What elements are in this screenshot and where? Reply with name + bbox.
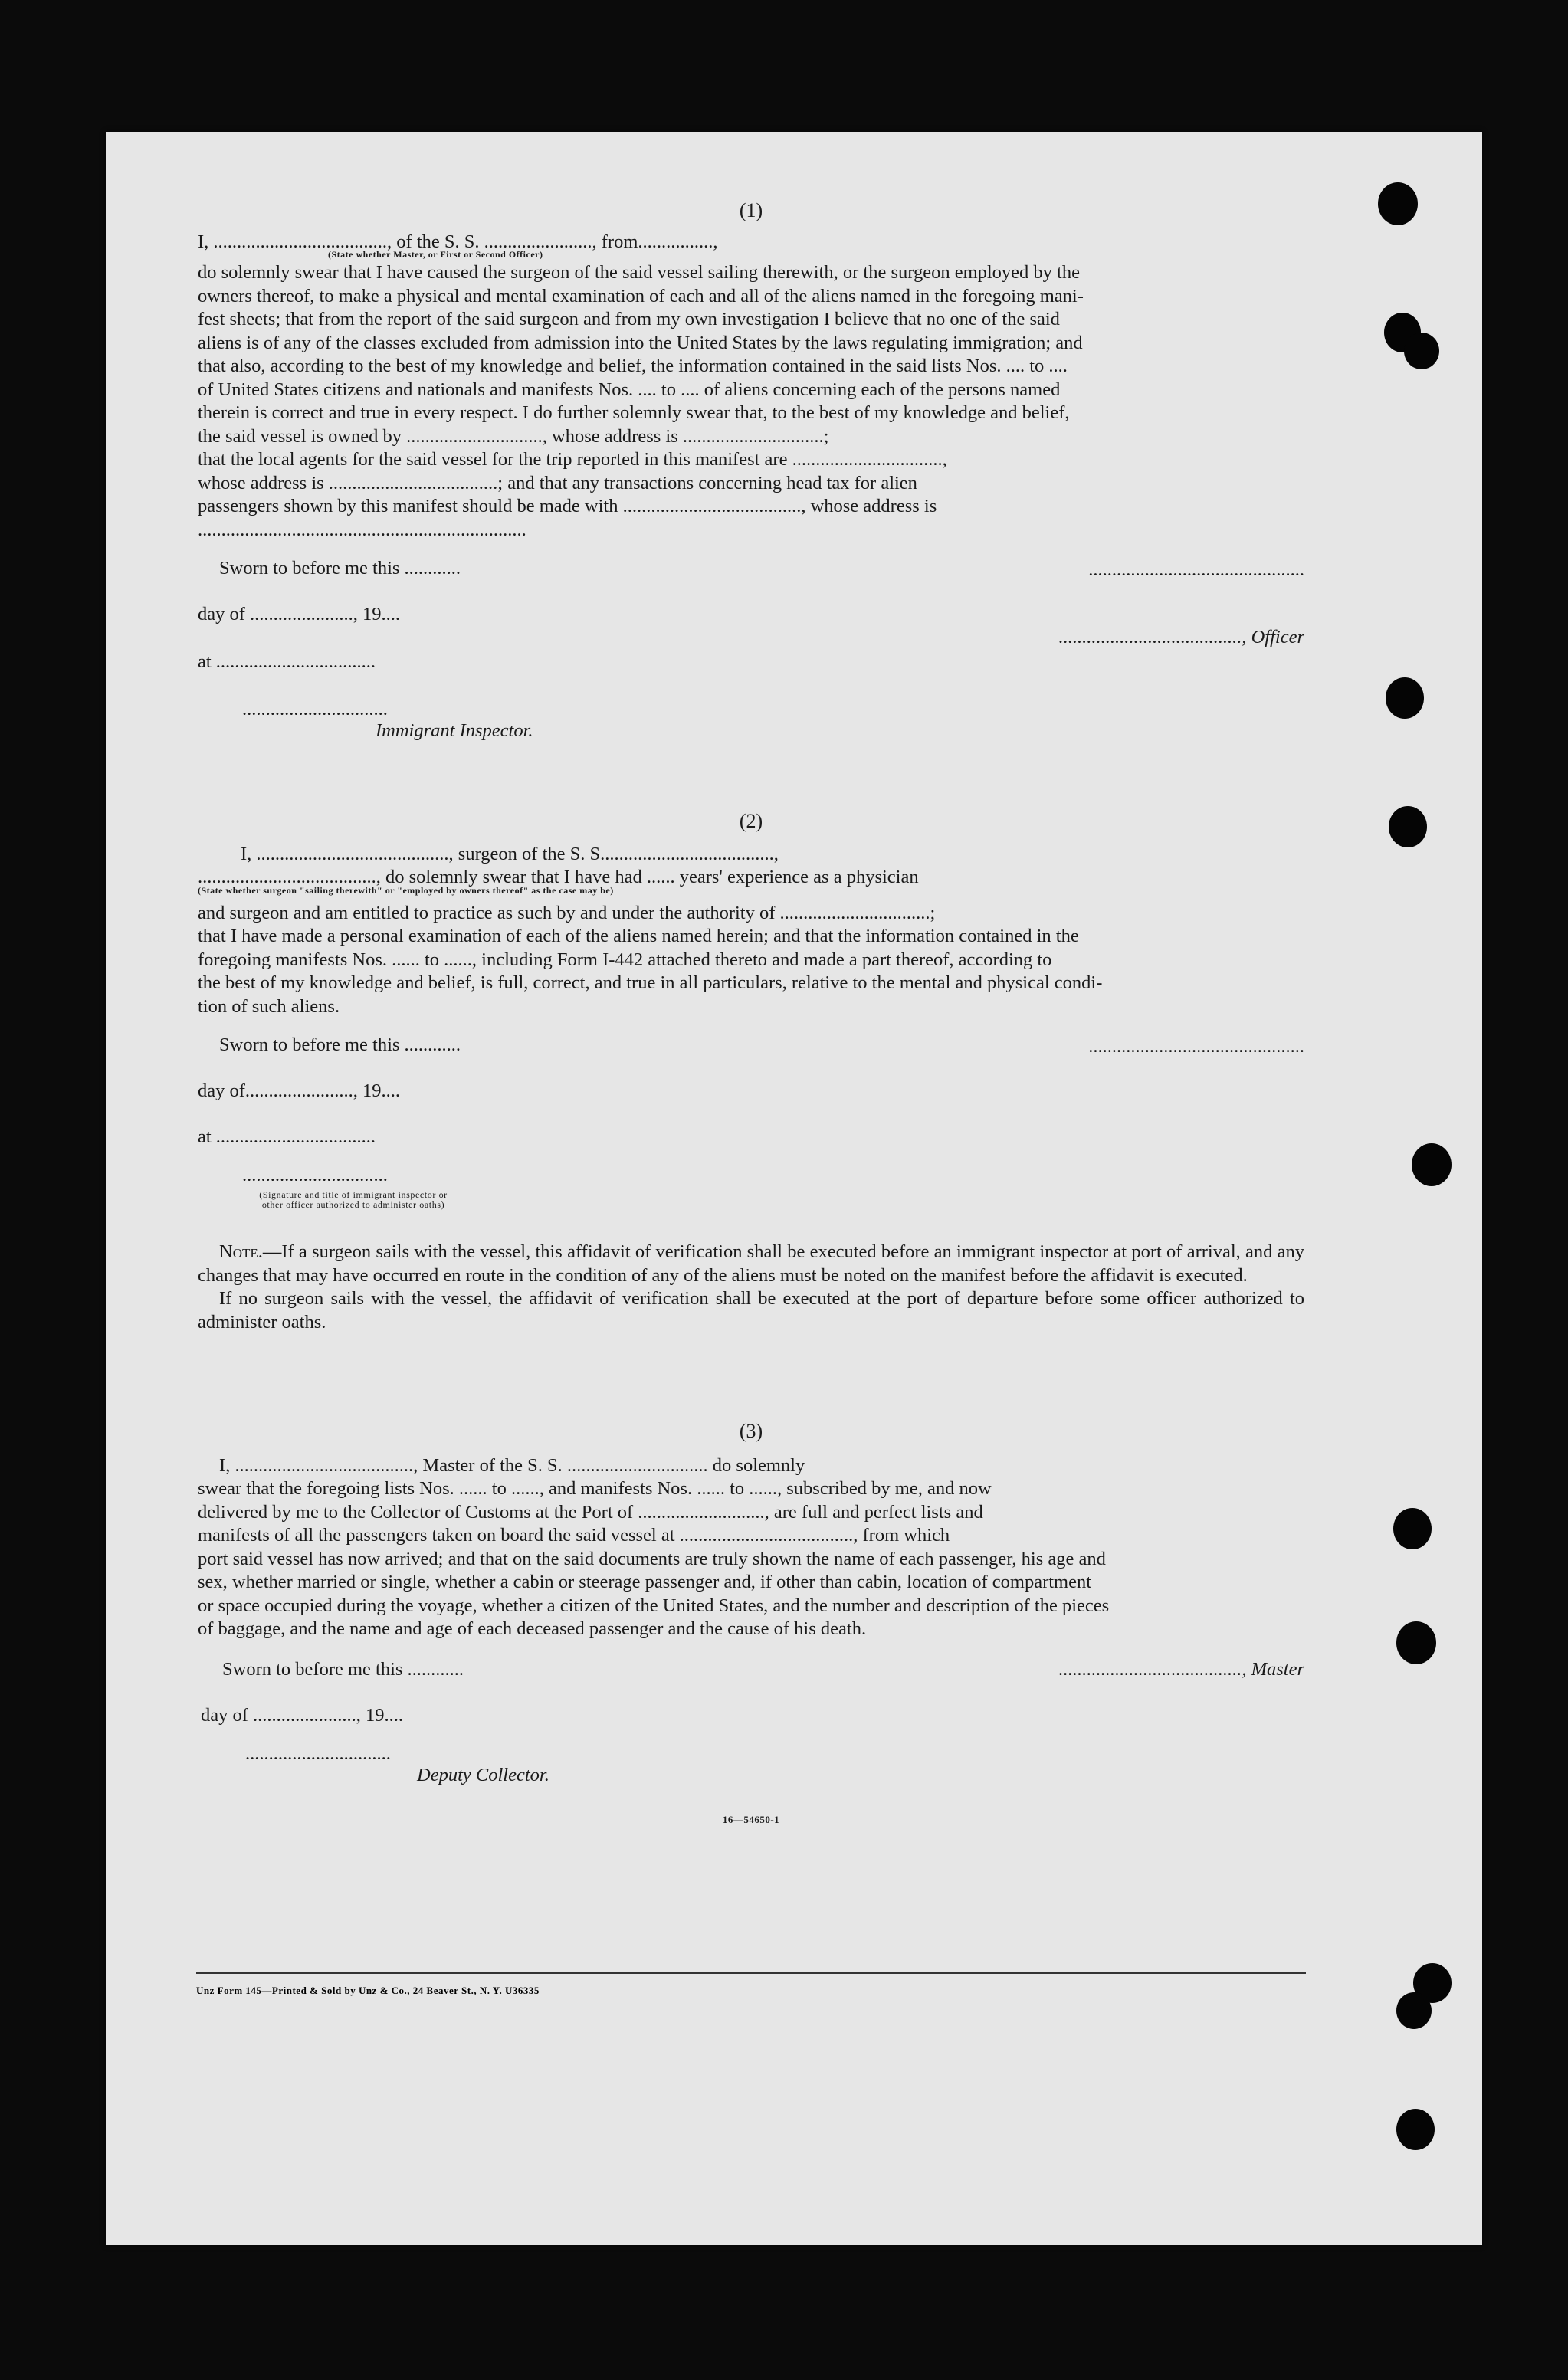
- collector-signature-line: ...............................: [245, 1742, 391, 1764]
- body-line: or space occupied during the voyage, whether a citizen of the United States, and the number and description of the pieces: [198, 1595, 1110, 1616]
- section-number: (3): [739, 1420, 763, 1442]
- footer-rule: [196, 1972, 1306, 1974]
- section-2-caption: (State whether surgeon "sailing therewith" or "employed by owners thereof" as the case may be): [198, 884, 614, 896]
- punch-hole: [1389, 806, 1427, 847]
- at-line: at ..................................: [198, 651, 376, 672]
- section-1-opening-line: I, ....................................., of the S. S. ......................., from................,: [198, 231, 718, 252]
- punch-hole: [1396, 1621, 1436, 1664]
- note-paragraph-2: If no surgeon sails with the vessel, the affidavit of verification shall be executed at the port of departure before some officer authorized to administer oaths.: [198, 1288, 1304, 1333]
- section-number: (1): [739, 199, 763, 221]
- day-line: day of......................., 19....: [198, 1080, 401, 1101]
- body-line: that the local agents for the said vessel for the trip reported in this manifest are ................................,: [198, 449, 947, 470]
- body-line: I, ......................................, Master of the S. S. .............................. do solemnly: [219, 1454, 805, 1476]
- signature-caption-line: other officer authorized to administer oaths): [261, 1199, 445, 1210]
- body-line: do solemnly swear that I have caused the surgeon of the said vessel sailing therewith, or the surgeon employed by the: [198, 262, 1080, 283]
- section-2-second-line: ......................................, do solemnly swear that I have had ...... years' experience as a physician: [198, 867, 919, 887]
- body-line: therein is correct and true in every respect. I do further solemnly swear that, to the best of my knowledge and belief,: [198, 402, 1070, 423]
- body-line: ......................................................................: [198, 519, 526, 540]
- section-2-opening-line: I, ........................................., surgeon of the S. S.....................................,: [241, 843, 779, 864]
- note-text: —If a surgeon sails with the vessel, this affidavit of verification shall be executed before an immigrant inspector at port of arrival, and any changes that may have occurred en route in the condition of any of the aliens must be noted on the manifest before the affidavit is executed.: [198, 1241, 1304, 1286]
- body-line: of baggage, and the name and age of each deceased passenger and the cause of his death.: [198, 1618, 867, 1639]
- section-2: [198, 810, 1304, 1334]
- body-line: of United States citizens and nationals and manifests Nos. .... to .... of aliens concerning each of the persons named: [198, 379, 1061, 400]
- body-line: whose address is ....................................; and that any transactions concerning head tax for alien: [198, 472, 917, 493]
- body-line: that also, according to the best of my knowledge and belief, the information contained in the said lists Nos. .... to ....: [198, 356, 1068, 376]
- body-line: and surgeon and am entitled to practice as such by and under the authority of ................................;: [198, 902, 936, 923]
- at-line: at ..................................: [198, 1126, 376, 1147]
- body-line: sex, whether married or single, whether a cabin or steerage passenger and, if other than cabin, location of compartment: [198, 1572, 1092, 1592]
- body-line: the best of my knowledge and belief, is full, correct, and true in all particulars, relative to the mental and physical condi-: [198, 972, 1103, 993]
- form-page: [106, 132, 1482, 2245]
- form-number: 16—54650-1: [722, 1813, 780, 1825]
- section-1-body: [198, 261, 1304, 542]
- sworn-line: Sworn to before me this ............: [219, 1034, 461, 1055]
- day-line: day of ......................, 19....: [201, 1704, 404, 1726]
- sworn-line: Sworn to before me this ............: [219, 558, 461, 579]
- signature-caption: [242, 1190, 464, 1210]
- section-1-signatures: [198, 557, 1304, 787]
- punch-hole: [1396, 2109, 1435, 2150]
- punch-hole: [1378, 182, 1418, 225]
- inspector-signature-line: ...............................: [242, 1165, 388, 1185]
- section-3-signatures: [198, 1658, 1304, 1804]
- body-line: owners thereof, to make a physical and mental examination of each and all of the aliens named in the foregoing mani-: [198, 285, 1084, 307]
- body-line: passengers shown by this manifest should be made with ......................................, whose address is: [198, 496, 937, 516]
- body-line: aliens is of any of the classes excluded from admission into the United States by the laws regulating immigration; and: [198, 332, 1083, 353]
- body-line: tion of such aliens.: [198, 995, 340, 1017]
- signature-line: ..............................................: [1088, 1036, 1304, 1057]
- inspector-title: Immigrant Inspector.: [376, 720, 533, 741]
- section-1: [198, 199, 1304, 787]
- section-2-signatures: [198, 1034, 1304, 1236]
- section-2-body: [198, 902, 1304, 1019]
- signature-caption-line: (Signature and title of immigrant inspector or: [259, 1189, 448, 1200]
- day-line: day of ......................, 19....: [198, 604, 401, 625]
- punch-hole: [1396, 1992, 1432, 2029]
- section-3-body: [198, 1454, 1304, 1641]
- body-line: foregoing manifests Nos. ...... to ......, including Form I-442 attached thereto and made a part thereof, according to: [198, 949, 1052, 970]
- punch-hole: [1386, 677, 1424, 719]
- signature-line: ..............................................: [1088, 559, 1304, 580]
- punch-hole: [1404, 333, 1439, 369]
- section-number: (2): [739, 810, 763, 832]
- note-label: Note.: [219, 1241, 263, 1262]
- body-line: fest sheets; that from the report of the said surgeon and from my own investigation I believe that no one of the said: [198, 309, 1060, 329]
- inspector-signature-line: ...............................: [242, 699, 388, 720]
- master-line: ......................................., Master: [1058, 1658, 1304, 1680]
- body-line: delivered by me to the Collector of Customs at the Port of ..........................., are full and perfect lists and: [198, 1501, 983, 1523]
- officer-line: ......................................., Officer: [1058, 627, 1304, 647]
- printer-credit: Unz Form 145—Printed & Sold by Unz & Co., 24 Beaver St., N. Y. U36335: [196, 1985, 540, 1996]
- body-line: port said vessel has now arrived; and that on the said documents are truly shown the name of each passenger, his age and: [198, 1548, 1106, 1569]
- collector-title: Deputy Collector.: [417, 1764, 549, 1785]
- body-line: the said vessel is owned by ............................., whose address is ..............................;: [198, 425, 829, 447]
- body-line: manifests of all the passengers taken on board the said vessel at ....................................., from which: [198, 1525, 950, 1546]
- form-content: [198, 199, 1304, 1831]
- punch-hole: [1412, 1143, 1452, 1186]
- body-line: swear that the foregoing lists Nos. ...... to ......, and manifests Nos. ...... to ......, subscribed by me, and now: [198, 1478, 992, 1499]
- sworn-line: Sworn to before me this ............: [222, 1658, 464, 1680]
- section-1-opening-caption: (State whether Master, or First or Second Officer): [328, 249, 543, 260]
- body-line: that I have made a personal examination of each of the aliens named herein; and that the information contained in the: [198, 926, 1079, 946]
- note-paragraph: [198, 1241, 1304, 1287]
- section-3: [198, 1420, 1304, 1831]
- punch-hole: [1393, 1508, 1432, 1549]
